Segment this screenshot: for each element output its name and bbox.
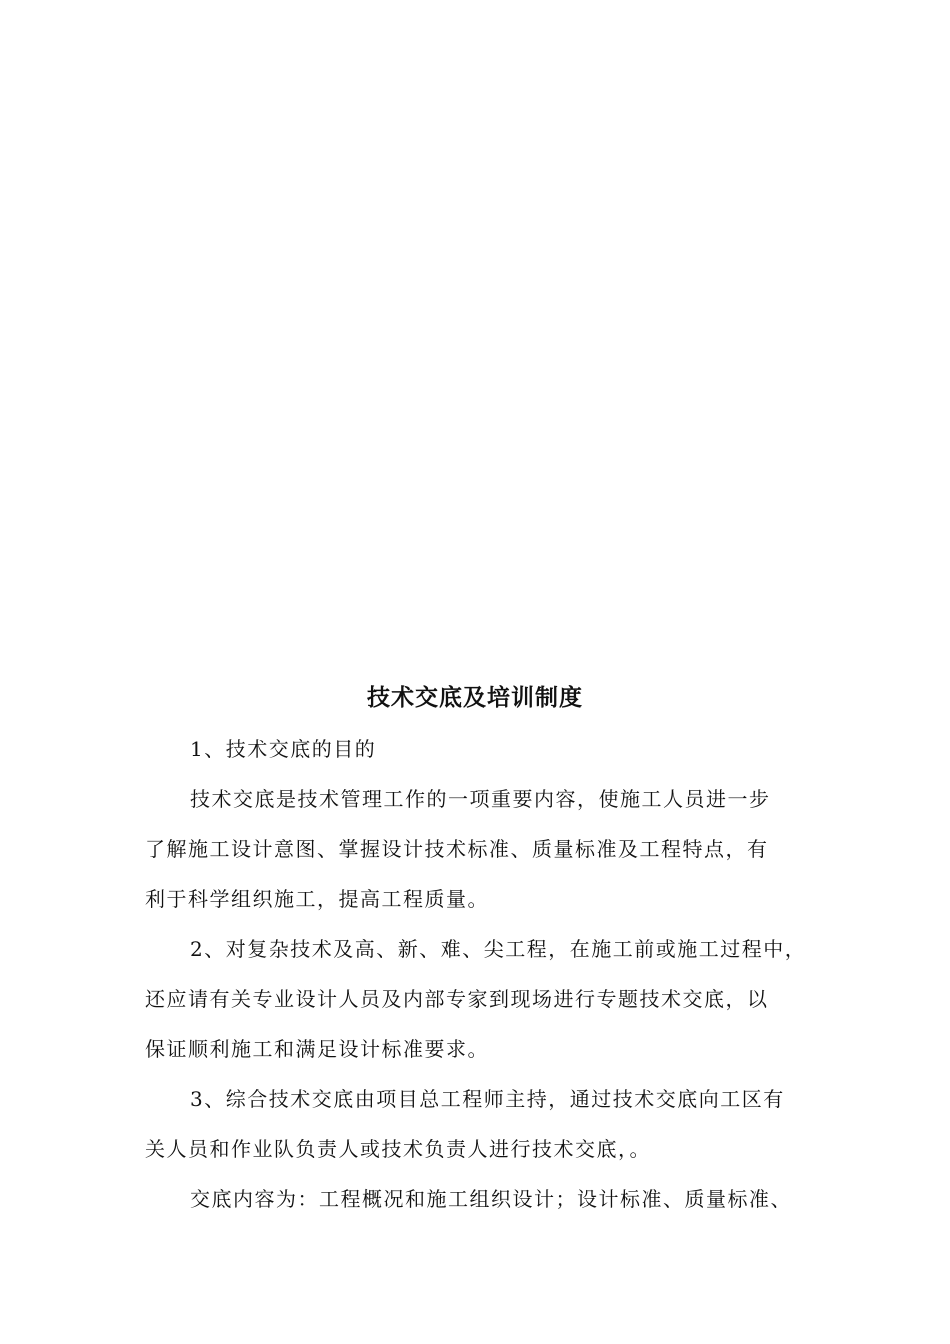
paragraph-line: 技术交底是技术管理工作的一项重要内容，使施工人员进一步 — [190, 787, 771, 811]
document-title: 技术交底及培训制度 — [367, 685, 583, 711]
paragraph-line: 2、对复杂技术及高、新、难、尖工程，在施工前或施工过程中， — [190, 937, 807, 961]
paragraph-line: 关人员和作业队负责人或技术负责人进行技术交底，。 — [145, 1137, 651, 1161]
paragraph-line: 了解施工设计意图、掌握设计技术标准、质量标准及工程特点，有 — [145, 837, 769, 861]
paragraph-line: 保证顺利施工和满足设计标准要求。 — [145, 1037, 489, 1061]
paragraph-line: 交底内容为：工程概况和施工组织设计；设计标准、质量标准、 — [190, 1187, 792, 1211]
section-heading-1: 1、技术交底的目的 — [190, 737, 377, 761]
paragraph-line: 利于科学组织施工，提高工程质量。 — [145, 887, 489, 911]
paragraph-line: 还应请有关专业设计人员及内部专家到现场进行专题技术交底，以 — [145, 987, 769, 1011]
paragraph-line: 3、综合技术交底由项目总工程师主持，通过技术交底向工区有 — [190, 1087, 785, 1111]
